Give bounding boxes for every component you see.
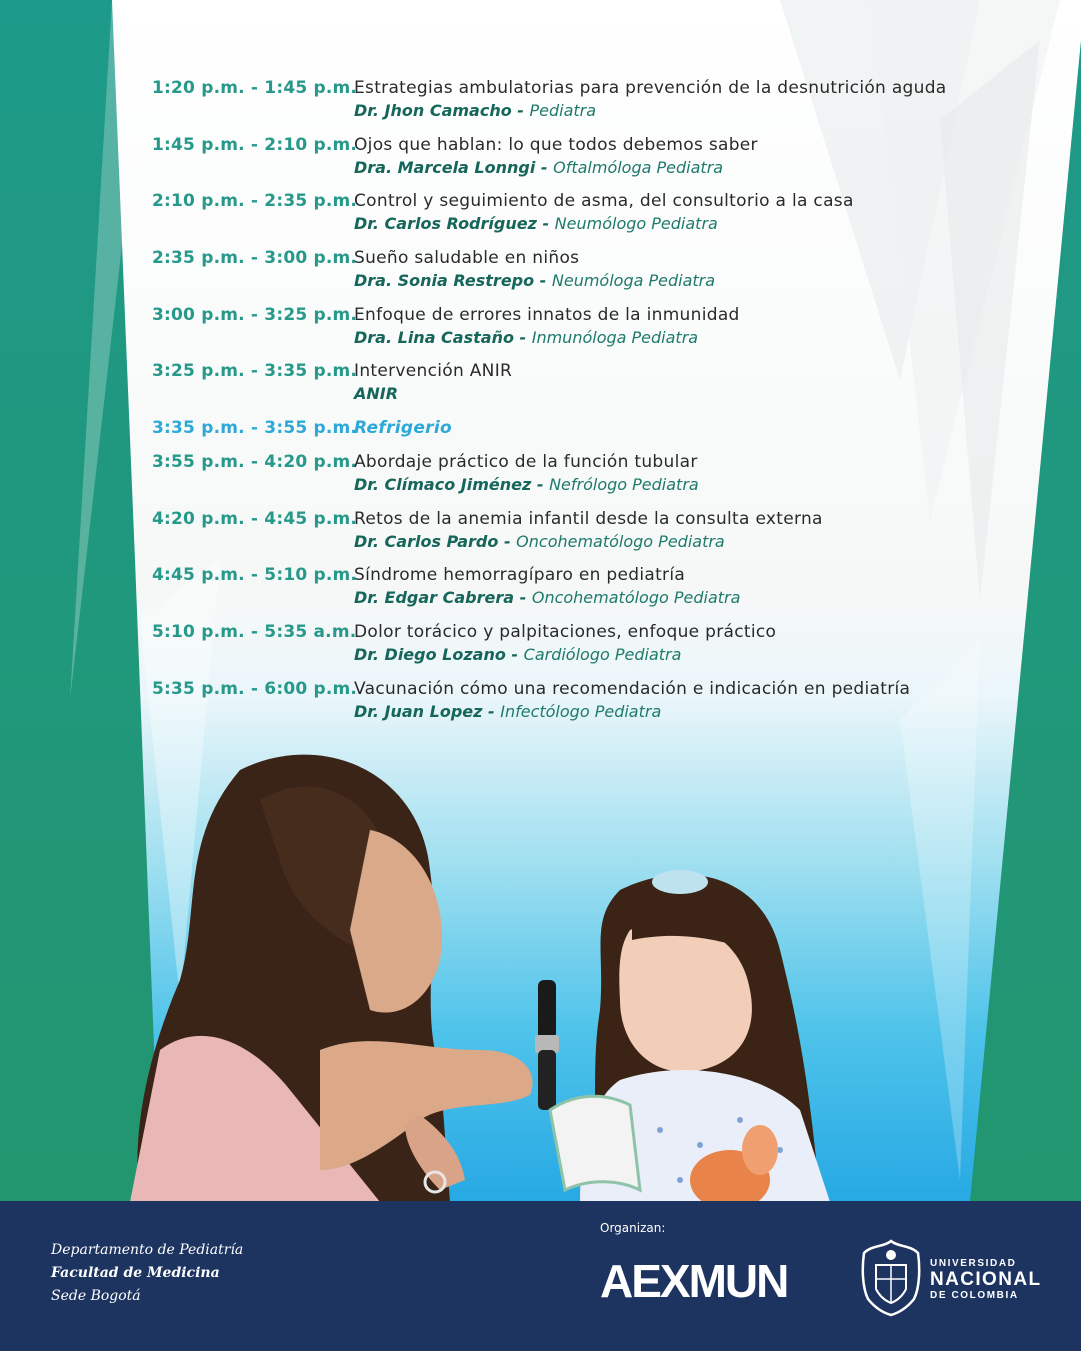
unal-line-1: UNIVERSIDAD: [930, 1258, 1017, 1269]
speaker-separator: -: [531, 475, 550, 494]
speaker-separator: -: [511, 101, 530, 120]
speaker-role: Infectólogo Pediatra: [500, 702, 662, 721]
speaker-name: Dr. Diego Lozano: [354, 645, 506, 664]
session-title: Ojos que hablan: lo que todos debemos saber: [354, 135, 758, 155]
speaker-role: Neumóloga Pediatra: [551, 271, 716, 290]
session-speaker: [354, 645, 681, 664]
session-title: Refrigerio: [354, 418, 452, 438]
session-speaker: [354, 384, 398, 403]
speaker-name: Dr. Jhon Camacho: [354, 101, 512, 120]
speaker-separator: -: [482, 702, 501, 721]
session-speaker: [354, 101, 596, 120]
speaker-separator: -: [514, 588, 532, 607]
doctor-child-photo: [120, 750, 840, 1202]
session-speaker: [354, 158, 723, 177]
session-time: 3:55 p.m. - 4:20 p.m.: [152, 452, 358, 472]
session-title: Enfoque de errores innatos de la inmunidad: [354, 305, 740, 325]
session-time: 2:10 p.m. - 2:35 p.m.: [152, 191, 358, 211]
session-title: Vacunación cómo una recomendación e indicación en pediatría: [354, 679, 911, 699]
speaker-role: Cardiólogo Pediatra: [523, 645, 682, 664]
session-title: Intervención ANIR: [354, 361, 513, 381]
session-speaker: [354, 328, 698, 347]
speaker-role: Oncohematólogo Pediatra: [516, 532, 725, 551]
session-title: Dolor torácico y palpitaciones, enfoque práctico: [354, 622, 777, 642]
speaker-role: Inmunóloga Pediatra: [531, 328, 699, 347]
session-speaker: [354, 702, 661, 721]
session-speaker: [354, 588, 740, 607]
session-time: 4:45 p.m. - 5:10 p.m.: [152, 565, 358, 585]
speaker-name: Dr. Carlos Pardo: [354, 532, 499, 551]
session-speaker: [354, 271, 715, 290]
footer-bar: [0, 1201, 1081, 1351]
speaker-separator: -: [498, 532, 517, 551]
aexmun-logo-text: AEXMUN: [600, 1255, 788, 1303]
session-title: Estrategias ambulatorias para prevención de la desnutrición aguda: [354, 78, 947, 98]
session-time: 3:35 p.m. - 3:55 p.m.: [152, 418, 358, 438]
session-title: Síndrome hemorragíparo en pediatría: [354, 565, 686, 585]
speaker-role: Neumólogo Pediatra: [554, 214, 718, 233]
department-info: [51, 1239, 243, 1308]
session-time: 3:00 p.m. - 3:25 p.m.: [152, 305, 358, 325]
session-time: 4:20 p.m. - 4:45 p.m.: [152, 509, 358, 529]
speaker-separator: -: [536, 214, 555, 233]
department-name: Departamento de Pediatría: [51, 1242, 244, 1258]
speaker-separator: -: [534, 271, 552, 290]
speaker-role: Nefrólogo Pediatra: [549, 475, 699, 494]
session-time: 5:10 p.m. - 5:35 a.m.: [152, 622, 357, 642]
speaker-separator: -: [505, 645, 524, 664]
faculty-name: Facultad de Medicina: [51, 1265, 220, 1281]
speaker-name: Dra. Marcela Lonngi: [354, 158, 536, 177]
speaker-role: Oftalmóloga Pediatra: [553, 158, 724, 177]
speaker-separator: -: [513, 328, 532, 347]
session-title: Control y seguimiento de asma, del consultorio a la casa: [354, 191, 854, 211]
speaker-name: Dr. Carlos Rodríguez: [354, 214, 537, 233]
session-speaker: [354, 532, 725, 551]
organizers-label: Organizan:: [600, 1221, 666, 1235]
session-title: Sueño saludable en niños: [354, 248, 580, 268]
speaker-role: Oncohematólogo Pediatra: [531, 588, 741, 607]
unal-line-2: NACIONAL: [930, 1269, 1042, 1290]
campus-name: Sede Bogotá: [51, 1288, 141, 1304]
session-time: 1:20 p.m. - 1:45 p.m.: [152, 78, 358, 98]
speaker-separator: -: [535, 158, 554, 177]
aexmun-logo: [598, 1253, 814, 1303]
speaker-role: Pediatra: [529, 101, 597, 120]
unal-crest-icon: [858, 1237, 924, 1317]
unal-line-3: DE COLOMBIA: [930, 1290, 1019, 1301]
speaker-name: Dr. Edgar Cabrera: [354, 588, 515, 607]
unal-wordmark: [930, 1258, 1041, 1301]
speaker-name: Dra. Sonia Restrepo: [354, 271, 535, 290]
speaker-name: Dra. Lina Castaño: [354, 328, 514, 347]
speaker-name: Dr. Juan Lopez: [354, 702, 483, 721]
session-speaker: [354, 214, 718, 233]
speaker-name: ANIR: [354, 384, 399, 403]
speaker-name: Dr. Clímaco Jiménez: [354, 475, 532, 494]
session-title: Abordaje práctico de la función tubular: [354, 452, 698, 472]
session-speaker: [354, 475, 699, 494]
session-time: 5:35 p.m. - 6:00 p.m.: [152, 679, 358, 699]
session-time: 3:25 p.m. - 3:35 p.m.: [152, 361, 358, 381]
session-title: Retos de la anemia infantil desde la consulta externa: [354, 509, 823, 529]
session-time: 2:35 p.m. - 3:00 p.m.: [152, 248, 358, 268]
session-time: 1:45 p.m. - 2:10 p.m.: [152, 135, 358, 155]
